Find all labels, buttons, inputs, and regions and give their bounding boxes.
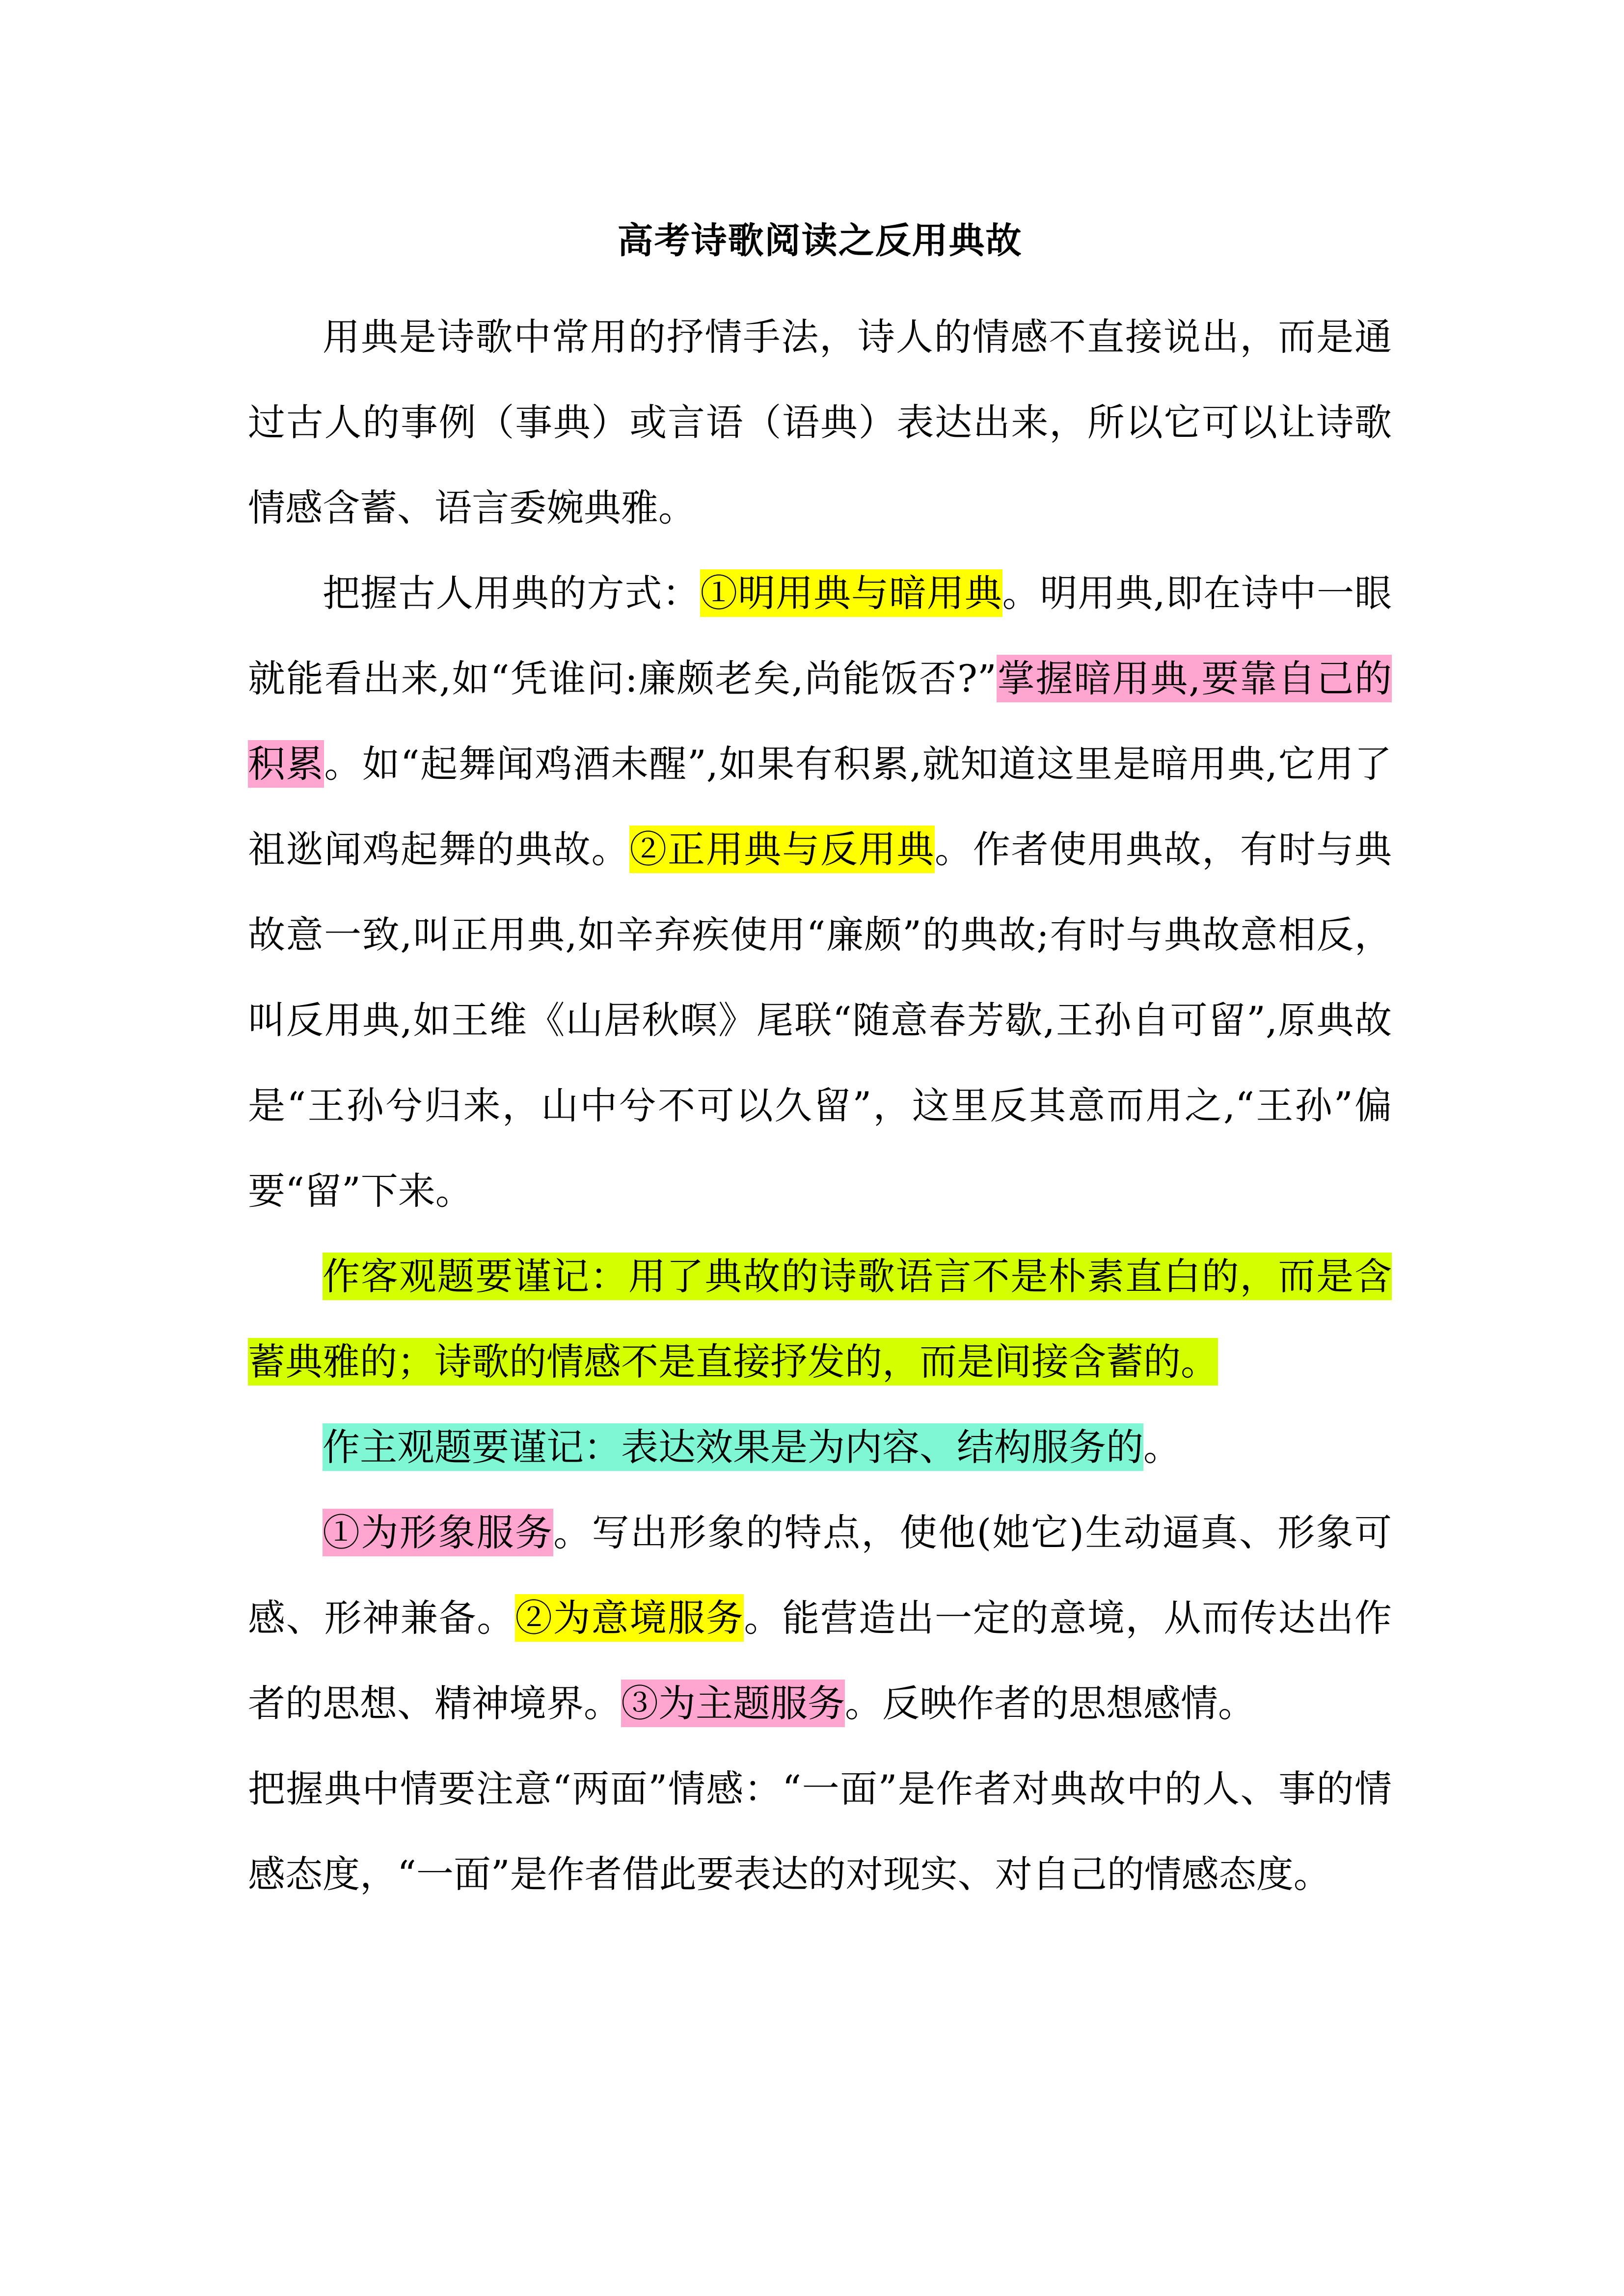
highlight-theme-service: ③为主题服务: [621, 1680, 845, 1727]
document-page: [248, 216, 1392, 1917]
highlight-accumulation: 掌握暗用典,要靠自己的积累: [248, 655, 1392, 788]
services-text-2: 。能营造出一定的意境，从而传达出作者的思想、精神境界。: [248, 1596, 1392, 1725]
highlight-direct-reverse: ②正用典与反用典: [629, 826, 935, 873]
two-sides-text: 把握典中情要注意“两面”情感：“一面”是作者对典故中的人、事的情感态度，“一面”是作者借此要表达的对现实、对自己的情感态度。: [248, 1767, 1392, 1896]
services-text-1: 。写出形象的特点，使他(她它)生动逼真、形象可感、形神兼备。: [248, 1511, 1392, 1640]
intro-text: 用典是诗歌中常用的抒情手法，诗人的情感不直接说出，而是通过古人的事例（事典）或言语（语典）表达出来，所以它可以让诗歌情感含蓄、语言委婉典雅。: [248, 315, 1392, 530]
methods-text-4: 。作者使用典故，有时与典故意一致,叫正用典,如辛弃疾使用“廉颇”的典故;有时与典故意相反，叫反用典,如王维《山居秋暝》尾联“随意春芳歇,王孙自可留”,原典故是“王孙兮归来，山中兮不可以久留”，这里反其意而用之,“王孙”偏要“留”下来。: [248, 828, 1392, 1213]
highlight-objective-note: 作客观题要谨记：用了典故的诗歌语言不是朴素直白的，而是含蓄典雅的；诗歌的情感不是直接抒发的，而是间接含蓄的。: [248, 1253, 1392, 1386]
methods-text-3: 。如“起舞闻鸡酒未醒”,如果有积累,就知道这里是暗用典,它用了祖逖闻鸡起舞的典故。: [248, 742, 1392, 871]
subjective-text-end: 。: [1143, 1425, 1181, 1469]
paragraph-objective: [248, 1234, 1392, 1405]
paragraph-methods: [248, 551, 1392, 1234]
highlight-mood-service: ②为意境服务: [515, 1594, 744, 1642]
paragraph-services: [248, 1490, 1392, 1746]
services-text-3: 。反映作者的思想感情。: [845, 1682, 1255, 1725]
highlight-explicit-implicit: ①明用典与暗用典: [700, 569, 1002, 617]
methods-text-2: 。明用典,即在诗中一眼就能看出来,如“凭谁问:廉颇老矣,尚能饭否?”: [248, 571, 1392, 700]
highlight-subjective-note: 作主观题要谨记：表达效果是为内容、结构服务的: [323, 1423, 1143, 1471]
paragraph-intro: [248, 294, 1392, 551]
paragraph-subjective: [248, 1405, 1392, 1490]
paragraph-two-sides: [248, 1746, 1392, 1917]
highlight-image-service: ①为形象服务: [323, 1509, 553, 1556]
document-title: 高考诗歌阅读之反用典故: [617, 219, 1023, 262]
methods-text-1: 把握古人用典的方式：: [323, 571, 701, 615]
